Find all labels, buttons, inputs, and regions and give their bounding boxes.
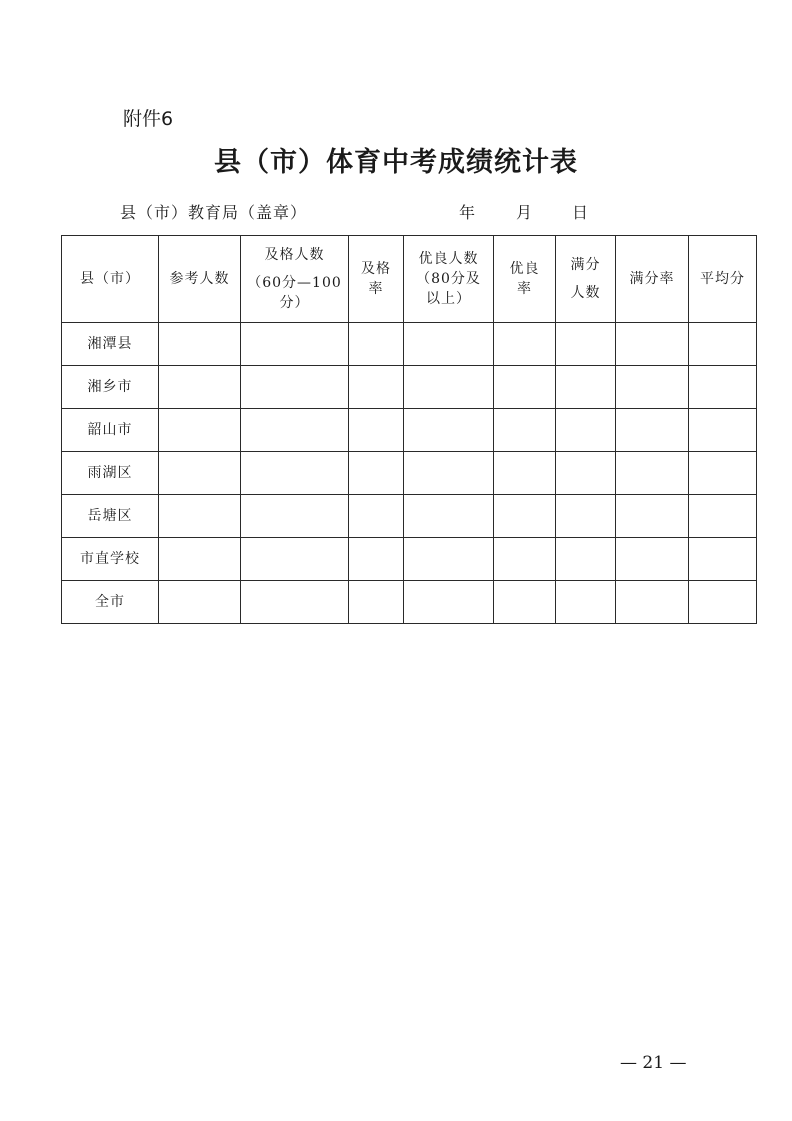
row-name-cell: 湘乡市 <box>62 366 159 409</box>
header-line: 优良 <box>509 261 540 277</box>
empty-cell <box>494 409 556 452</box>
empty-cell <box>159 538 241 581</box>
empty-cell <box>404 323 494 366</box>
header-full-score-count <box>556 236 616 323</box>
header-line: 优良人数 <box>418 251 479 267</box>
header-line: 及格人数 <box>264 247 325 263</box>
header-line: （80分及 <box>416 271 481 287</box>
header-line: （60分—100 <box>247 275 342 291</box>
empty-cell <box>404 409 494 452</box>
empty-cell <box>404 538 494 581</box>
row-name-cell: 湘潭县 <box>62 323 159 366</box>
empty-cell <box>616 581 689 624</box>
header-line: 人数 <box>570 285 601 301</box>
empty-cell <box>556 409 616 452</box>
header-county <box>62 236 159 323</box>
empty-cell <box>616 538 689 581</box>
header-full-score-rate <box>616 236 689 323</box>
score-statistics-table <box>61 235 757 624</box>
empty-cell <box>349 581 404 624</box>
empty-cell <box>404 366 494 409</box>
header-row <box>62 236 757 323</box>
header-line: 率 <box>368 281 384 297</box>
empty-cell <box>616 452 689 495</box>
empty-cell <box>689 495 757 538</box>
empty-cell <box>494 495 556 538</box>
table-row <box>62 409 757 452</box>
header-excellent-rate <box>494 236 556 323</box>
header-pass-rate <box>349 236 404 323</box>
issuer-line: 县（市）教育局（盖章） <box>120 203 308 222</box>
empty-cell <box>689 323 757 366</box>
empty-cell <box>556 452 616 495</box>
empty-cell <box>689 366 757 409</box>
empty-cell <box>404 452 494 495</box>
empty-cell <box>349 452 404 495</box>
header-line: 满分 <box>570 257 601 273</box>
empty-cell <box>556 538 616 581</box>
empty-cell <box>556 495 616 538</box>
empty-cell <box>349 366 404 409</box>
header-line: 及格 <box>361 261 391 277</box>
header-average-score <box>689 236 757 323</box>
row-name-cell: 全市 <box>62 581 159 624</box>
table-row <box>62 366 757 409</box>
row-name-cell: 韶山市 <box>62 409 159 452</box>
empty-cell <box>241 323 349 366</box>
empty-cell <box>241 495 349 538</box>
empty-cell <box>556 366 616 409</box>
row-name-cell: 雨湖区 <box>62 452 159 495</box>
empty-cell <box>556 581 616 624</box>
header-line: 参考人数 <box>169 271 230 287</box>
empty-cell <box>349 409 404 452</box>
empty-cell <box>494 323 556 366</box>
empty-cell <box>349 495 404 538</box>
table-row <box>62 538 757 581</box>
empty-cell <box>159 581 241 624</box>
empty-cell <box>404 495 494 538</box>
header-line: 平均分 <box>700 271 745 287</box>
empty-cell <box>689 581 757 624</box>
empty-cell <box>494 581 556 624</box>
header-participants <box>159 236 241 323</box>
empty-cell <box>241 452 349 495</box>
empty-cell <box>689 409 757 452</box>
attachment-label: 附件6 <box>123 108 174 130</box>
table-row <box>62 323 757 366</box>
page-number: — 21 — <box>620 1053 687 1073</box>
empty-cell <box>616 409 689 452</box>
header-line: 分） <box>279 295 310 311</box>
row-name-cell: 岳塘区 <box>62 495 159 538</box>
header-line: 率 <box>517 281 532 297</box>
date-day-label: 日 <box>572 203 590 222</box>
header-line: 县（市） <box>80 271 140 287</box>
empty-cell <box>616 323 689 366</box>
empty-cell <box>159 409 241 452</box>
page-title: 县（市）体育中考成绩统计表 <box>214 147 578 178</box>
header-excellent-count <box>404 236 494 323</box>
header-line: 满分率 <box>629 271 675 287</box>
empty-cell <box>616 366 689 409</box>
empty-cell <box>159 495 241 538</box>
empty-cell <box>241 538 349 581</box>
empty-cell <box>241 366 349 409</box>
table-row <box>62 495 757 538</box>
empty-cell <box>494 538 556 581</box>
empty-cell <box>241 409 349 452</box>
empty-cell <box>689 452 757 495</box>
date-month-label: 月 <box>516 203 534 222</box>
empty-cell <box>494 366 556 409</box>
empty-cell <box>241 581 349 624</box>
header-pass-count <box>241 236 349 323</box>
empty-cell <box>349 538 404 581</box>
empty-cell <box>689 538 757 581</box>
header-line: 以上） <box>426 291 471 307</box>
empty-cell <box>494 452 556 495</box>
empty-cell <box>404 581 494 624</box>
table-row <box>62 581 757 624</box>
empty-cell <box>349 323 404 366</box>
empty-cell <box>159 323 241 366</box>
empty-cell <box>616 495 689 538</box>
empty-cell <box>556 323 616 366</box>
empty-cell <box>159 366 241 409</box>
date-year-label: 年 <box>459 203 477 222</box>
empty-cell <box>159 452 241 495</box>
table-row <box>62 452 757 495</box>
row-name-cell: 市直学校 <box>62 538 159 581</box>
